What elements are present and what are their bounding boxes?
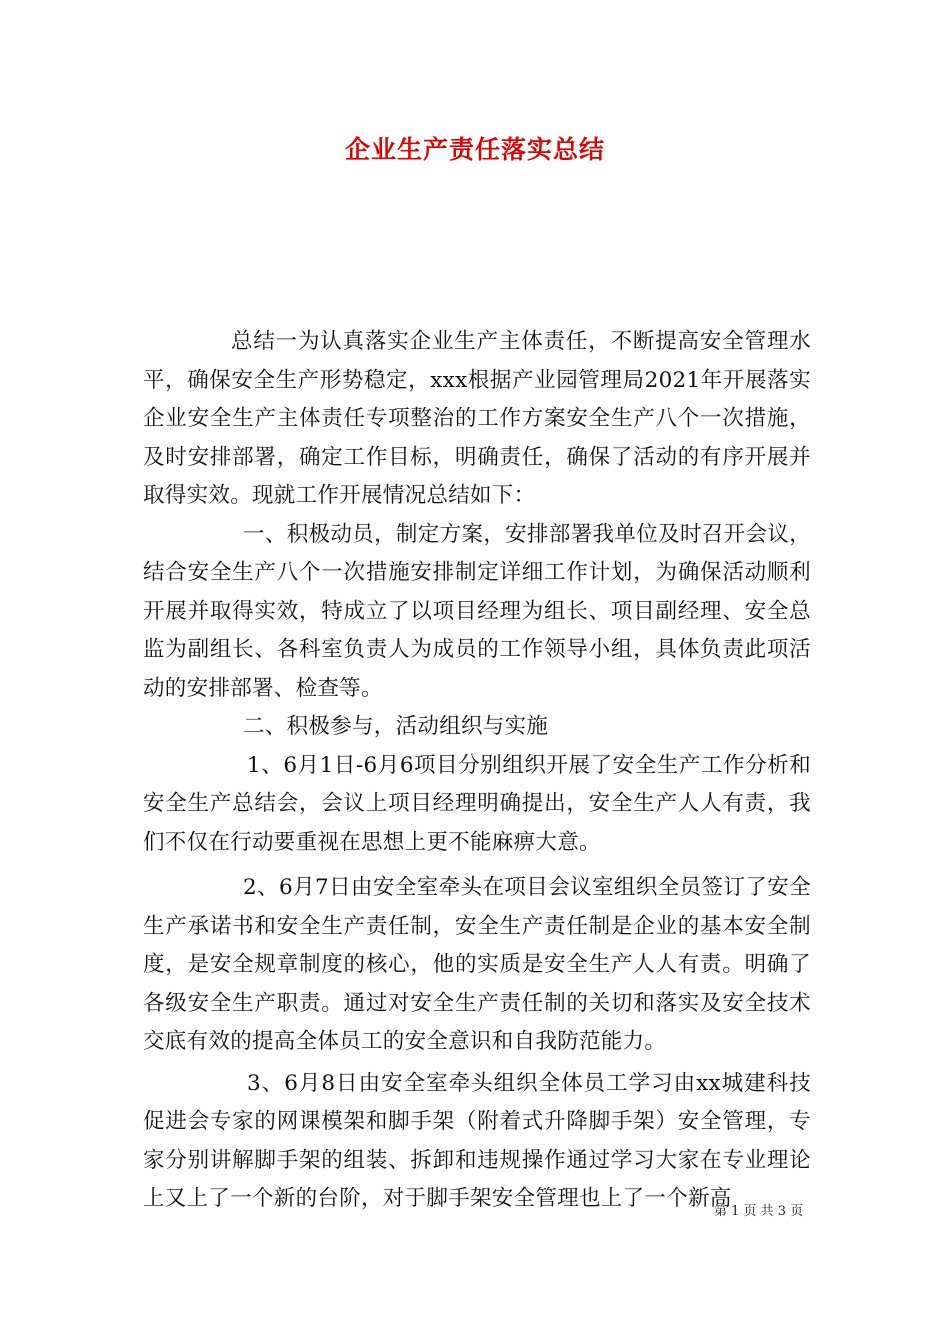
item-two-paragraph: 2、6月7日由安全室牵头在项目会议室组织全员签订了安全生产承诺书和安全生产责任制，安全生产责任制是企业的基本安全制度，是安全规章制度的核心，他的实质是安全生产人人有责。明确了各级安全生产职责。通过对安全生产责任制的关切和落实及安全技术交底有效的提高全体员工的安全意识和自我防范能力。	[143, 875, 811, 1054]
item-three-paragraph: 3、6月8日由安全室牵头组织全体员工学习由xx城建科技促进会专家的网课模架和脚手架（附着式升降脚手架）安全管理，专家分别讲解脚手架的组装、拆卸和违规操作通过学习大家在专业理论上又上了一个新的台阶，对于脚手架安全管理也上了一个新高	[143, 1070, 811, 1211]
document-body	[143, 323, 811, 1219]
document-title: 企业生产责任落实总结	[344, 135, 605, 164]
page-number-footer: 第 1 页 共 3 页	[714, 1204, 804, 1219]
item-one-paragraph: 1、6月1日-6月6项目分别组织开展了安全生产工作分析和安全生产总结会，会议上项目经理明确提出，安全生产人人有责，我们不仅在行动要重视在思想上更不能麻痹大意。	[143, 752, 811, 855]
section-one-paragraph: 一、积极动员，制定方案，安排部署我单位及时召开会议，结合安全生产八个一次措施安排制定详细工作计划，为确保活动顺利开展并取得实效，特成立了以项目经理为组长、项目副经理、安全总监为副组长、各科室负责人为成员的工作领导小组，具体负责此项活动的安排部署、检查等。	[143, 521, 811, 701]
section-two-heading: 二、积极参与，活动组织与实施	[243, 714, 549, 739]
intro-paragraph: 总结一为认真落实企业生产主体责任，不断提高安全管理水平，确保安全生产形势稳定，xxx根据产业园管理局2021年开展落实企业安全生产主体责任专项整治的工作方案安全生产八个一次措施，及时安排部署，确定工作目标，明确责任，确保了活动的有序开展并取得实效。现就工作开展情况总结如下：	[143, 329, 811, 508]
